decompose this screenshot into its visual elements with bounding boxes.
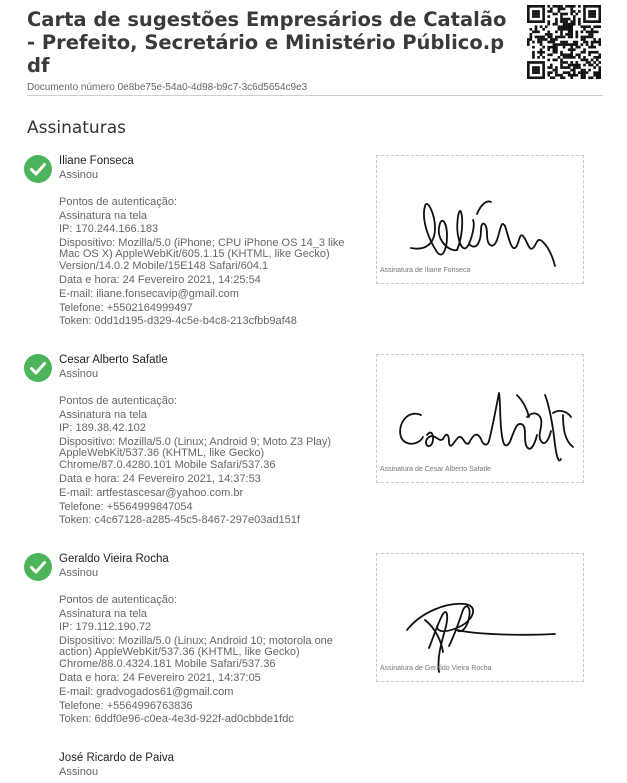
signer-ip: IP: 179.112.190.72: [59, 621, 152, 634]
handwritten-signature: [377, 355, 585, 484]
signer-email: E-mail: iliane.fonsecavip@gmail.com: [59, 288, 239, 301]
signer-phone: Telefone: +5502164999497: [59, 301, 193, 314]
signer-phone: Telefone: +5564999847054: [59, 500, 193, 513]
signer-status: Assinou: [59, 765, 99, 778]
signer-details: [59, 354, 364, 528]
auth-method: Assinatura na tela: [59, 209, 148, 222]
auth-label: Pontos de autenticação:: [59, 594, 178, 607]
signer-name: Iliane Fonseca: [59, 155, 134, 167]
signer-token: Token: c4c67128-a285-45c5-8467-297e03ad151f: [59, 514, 300, 527]
signer-details: [59, 752, 364, 779]
signer-datetime: Data e hora: 24 Fevereiro 2021, 14:25:54: [59, 274, 261, 287]
check-circle-icon: [24, 354, 52, 382]
auth-label: Pontos de autenticação:: [59, 196, 178, 209]
check-circle-icon: [24, 155, 52, 183]
qr-code-icon: [527, 5, 601, 79]
signer-device: Dispositivo: Mozilla/5.0 (Linux; Android 10; motorola one action) AppleWebKit/537.36 (KHTML, like Gecko) Chrome/88.0.4324.181 Mobile Safari/537.36: [59, 634, 333, 670]
handwritten-signature: [377, 554, 585, 683]
signer-device: Dispositivo: Mozilla/5.0 (iPhone; CPU iPhone OS 14_3 like Mac OS X) AppleWebKit/605.1.15 (KHTML, like Gecko) Version/14.0.2 Mobile/15E148 Safari/604.1: [59, 236, 345, 272]
signer-email: E-mail: gradvogados61@gmail.com: [59, 686, 234, 699]
signer-device: Dispositivo: Mozilla/5.0 (Linux; Android 9; Moto Z3 Play) AppleWebKit/537.36 (KHTML, like Gecko) Chrome/87.0.4280.101 Mobile Safari/537.36: [59, 435, 332, 471]
signer-phone: Telefone: +5564996763836: [59, 699, 193, 712]
signer-name: Cesar Alberto Safatle: [59, 354, 168, 366]
signer-details: [59, 155, 364, 329]
signer-ip: IP: 189.38.42.102: [59, 422, 146, 435]
signature-box: [376, 354, 584, 483]
handwritten-signature: [377, 156, 585, 285]
document-number: Documento número 0e8be75e-54a0-4d98-b9c7-3c6d5654c9e3: [27, 82, 308, 93]
auth-method: Assinatura na tela: [59, 607, 148, 620]
signer-details: [59, 553, 364, 727]
signer-ip: IP: 170.244.166.183: [59, 223, 159, 236]
signer-name: Geraldo Vieira Rocha: [59, 553, 169, 565]
signature-box: [376, 553, 584, 682]
section-title: Assinaturas: [27, 118, 126, 138]
document-title: Carta de sugestões Empresários de Catalão - Prefeito, Secretário e Ministério Público.pdf: [27, 8, 507, 77]
signer-datetime: Data e hora: 24 Fevereiro 2021, 14:37:53: [59, 473, 261, 486]
signer-token: Token: 6ddf0e96-c0ea-4e3d-922f-ad0cbbde1fdc: [59, 713, 294, 726]
check-circle-icon: [24, 553, 52, 581]
signer-datetime: Data e hora: 24 Fevereiro 2021, 14:37:05: [59, 672, 261, 685]
signature-caption: Assinatura de Cesar Alberto Safatle: [380, 466, 491, 473]
signature-caption: Assinatura de Iliane Fonseca: [380, 267, 471, 274]
signature-caption: Assinatura de Geraldo Vieira Rocha: [380, 665, 492, 672]
signer-name: José Ricardo de Paiva: [59, 752, 175, 764]
signer-token: Token: 0dd1d195-d329-4c5e-b4c8-213cfbb9af48: [59, 315, 297, 328]
auth-label: Pontos de autenticação:: [59, 395, 178, 408]
signer-email: E-mail: artfestascesar@yahoo.com.br: [59, 487, 244, 500]
header-divider: [27, 95, 603, 96]
signer-status: Assinou: [59, 566, 99, 579]
signer-status: Assinou: [59, 367, 99, 380]
auth-method: Assinatura na tela: [59, 408, 148, 421]
signer-status: Assinou: [59, 168, 99, 181]
document-header: [27, 8, 517, 93]
signature-box: [376, 155, 584, 284]
